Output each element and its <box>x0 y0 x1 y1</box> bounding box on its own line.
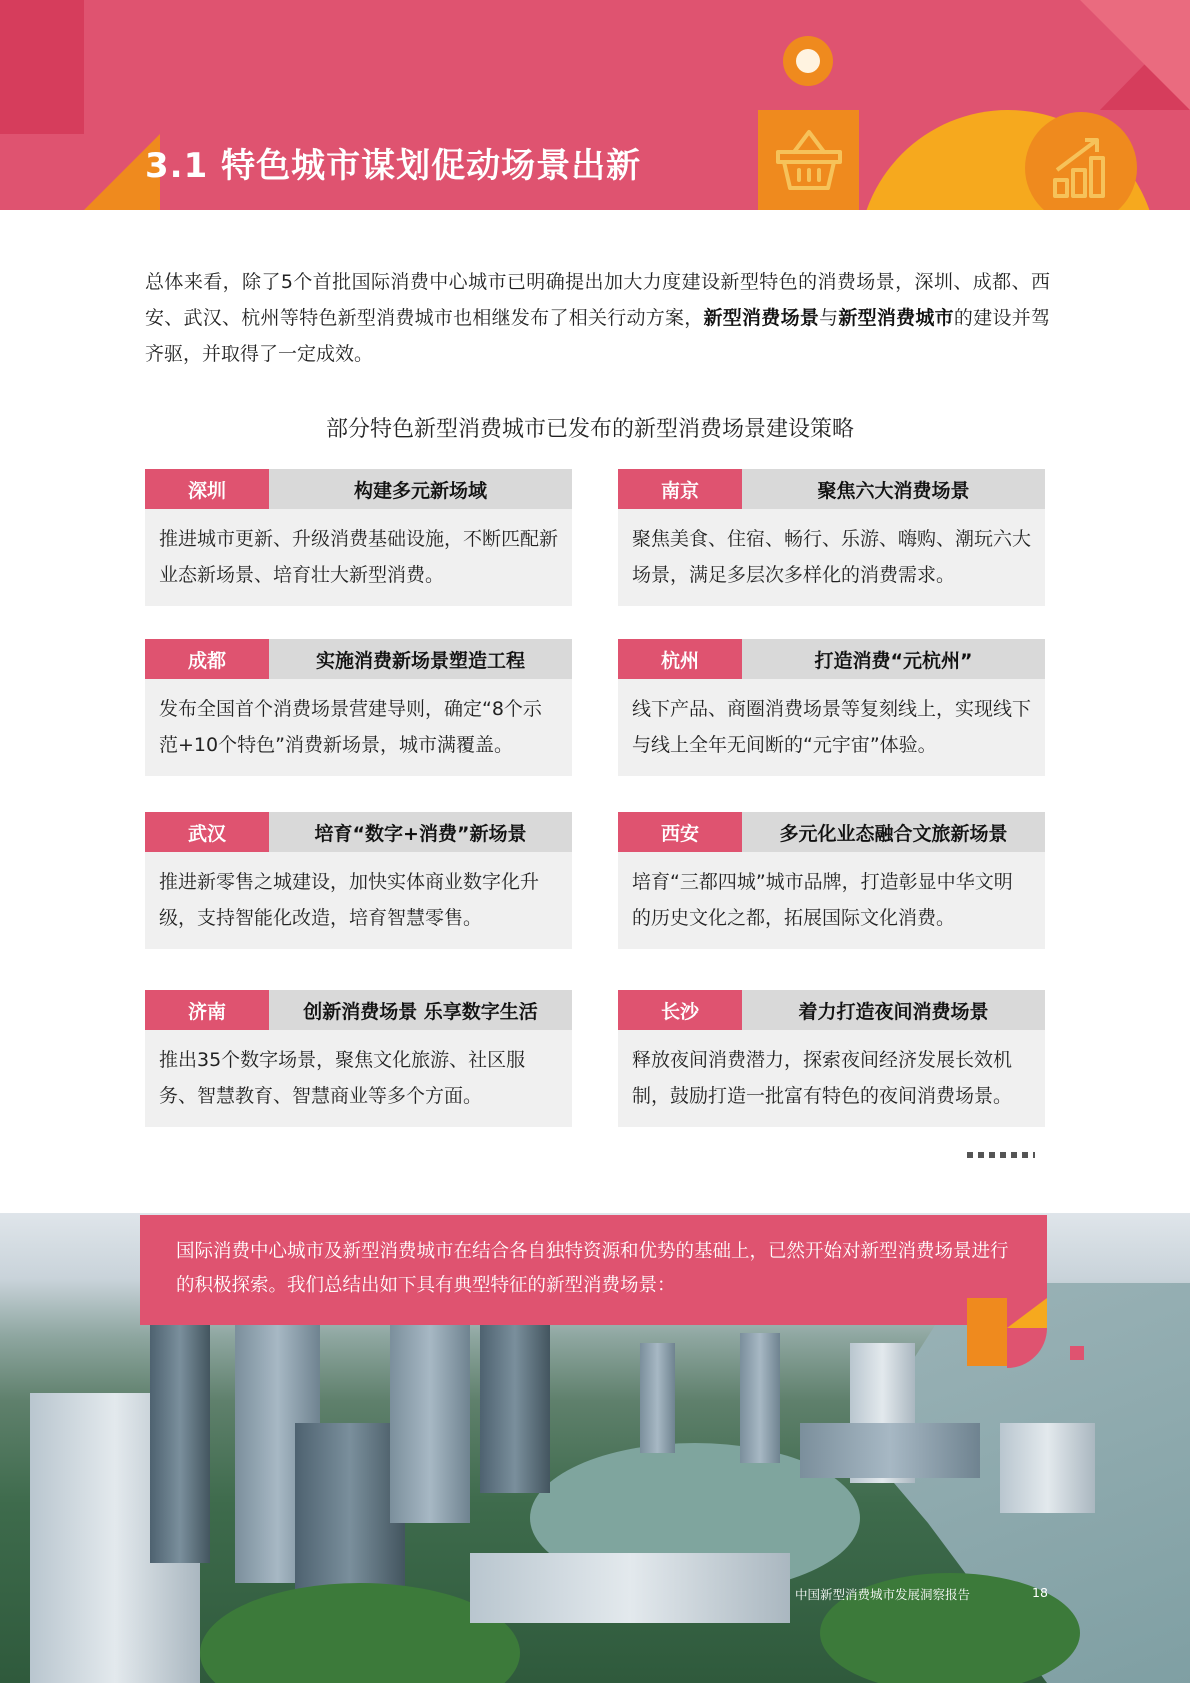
card-header <box>145 639 572 679</box>
city-label: 深圳 <box>145 469 269 509</box>
city-card <box>618 812 1045 949</box>
city-card <box>145 990 572 1127</box>
photo-building <box>640 1343 675 1453</box>
photo-building <box>390 1323 470 1523</box>
city-label: 济南 <box>145 990 269 1030</box>
intro-bold: 新型消费城市 <box>838 307 954 329</box>
header-banner <box>0 0 1190 210</box>
intro-text: 的建设并驾齐驱，并取得了一定成效。 <box>145 307 1050 365</box>
photo-building <box>800 1423 980 1478</box>
card-header <box>618 990 1045 1030</box>
intro-paragraph <box>145 264 1050 372</box>
photo-building <box>1000 1423 1095 1513</box>
callout-box: 国际消费中心城市及新型消费城市在结合各自独特资源和优势的基础上，已然开始对新型消费场景进行的积极探索。我们总结出如下具有典型特征的新型消费场景： <box>140 1215 1047 1325</box>
section-subtitle: 部分特色新型消费城市已发布的新型消费场景建设策略 <box>325 417 854 442</box>
photo-building <box>740 1333 780 1463</box>
card-theme: 构建多元新场域 <box>353 479 487 502</box>
city-label: 长沙 <box>618 990 742 1030</box>
page-number: 18 <box>1032 1585 1048 1600</box>
card-header <box>145 990 572 1030</box>
card-body: 聚焦美食、住宿、畅行、乐游、嗨购、潮玩六大场景，满足多层次多样化的消费需求。 <box>618 509 1045 606</box>
card-theme: 创新消费场景 乐享数字生活 <box>303 1000 538 1023</box>
ring-icon <box>783 36 833 86</box>
intro-text: 与 <box>819 307 839 329</box>
decor-triangle <box>1080 0 1190 110</box>
card-header <box>618 812 1045 852</box>
intro-bold: 新型消费场景 <box>703 307 820 329</box>
page-title: 3.1 特色城市谋划促动场景出新 <box>145 146 642 186</box>
card-body: 推进城市更新、升级消费基础设施，不断匹配新业态新场景、培育壮大新型消费。 <box>145 509 572 606</box>
city-label: 南京 <box>618 469 742 509</box>
card-theme: 着力打造夜间消费场景 <box>798 1000 989 1023</box>
card-theme: 打造消费“元杭州” <box>814 649 973 672</box>
city-card <box>145 639 572 776</box>
decor-square <box>1070 1346 1084 1360</box>
report-name: 中国新型消费城市发展洞察报告 <box>795 1587 971 1602</box>
basket-icon <box>758 110 859 210</box>
city-label: 武汉 <box>145 812 269 852</box>
city-card <box>618 990 1045 1127</box>
photo-building <box>150 1323 210 1563</box>
photo-building <box>480 1323 550 1493</box>
city-card <box>618 469 1045 606</box>
decor-triangle <box>1007 1298 1047 1328</box>
city-card <box>145 469 572 606</box>
card-theme: 实施消费新场景塑造工程 <box>315 649 525 672</box>
city-label: 西安 <box>618 812 742 852</box>
intro-text: 总体来看，除了5个首批国际消费中心城市已明确提出加大力度建设新型特色的消费场景，深圳、成都、西安、武汉、杭州等特色新型消费城市也相继发布了相关行动方案， <box>145 271 1050 329</box>
card-body: 推出35个数字场景，聚焦文化旅游、社区服务、智慧教育、智慧商业等多个方面。 <box>145 1030 572 1127</box>
card-body: 释放夜间消费潜力，探索夜间经济发展长效机制，鼓励打造一批富有特色的夜间消费场景。 <box>618 1030 1045 1127</box>
city-card <box>618 639 1045 776</box>
growth-chart-icon <box>1025 112 1137 210</box>
dots-divider <box>967 1152 1035 1158</box>
card-header <box>618 639 1045 679</box>
card-theme: 培育“数字+消费”新场景 <box>314 822 527 845</box>
card-header <box>145 812 572 852</box>
card-body: 培育“三都四城”城市品牌，打造彰显中华文明的历史文化之都，拓展国际文化消费。 <box>618 852 1045 949</box>
card-body: 推进新零售之城建设，加快实体商业数字化升级，支持智能化改造，培育智慧零售。 <box>145 852 572 949</box>
decor-block <box>0 0 84 134</box>
card-body: 线下产品、商圈消费场景等复刻线上，实现线下与线上全年无间断的“元宇宙”体验。 <box>618 679 1045 776</box>
photo-building <box>470 1553 790 1623</box>
city-card <box>145 812 572 949</box>
card-header <box>618 469 1045 509</box>
city-label: 成都 <box>145 639 269 679</box>
city-label: 杭州 <box>618 639 742 679</box>
card-body: 发布全国首个消费场景营建导则，确定“8个示范+10个特色”消费新场景，城市满覆盖。 <box>145 679 572 776</box>
decor-block <box>967 1298 1007 1366</box>
card-theme: 多元化业态融合文旅新场景 <box>779 822 1008 845</box>
card-theme: 聚焦六大消费场景 <box>817 479 970 502</box>
card-header <box>145 469 572 509</box>
